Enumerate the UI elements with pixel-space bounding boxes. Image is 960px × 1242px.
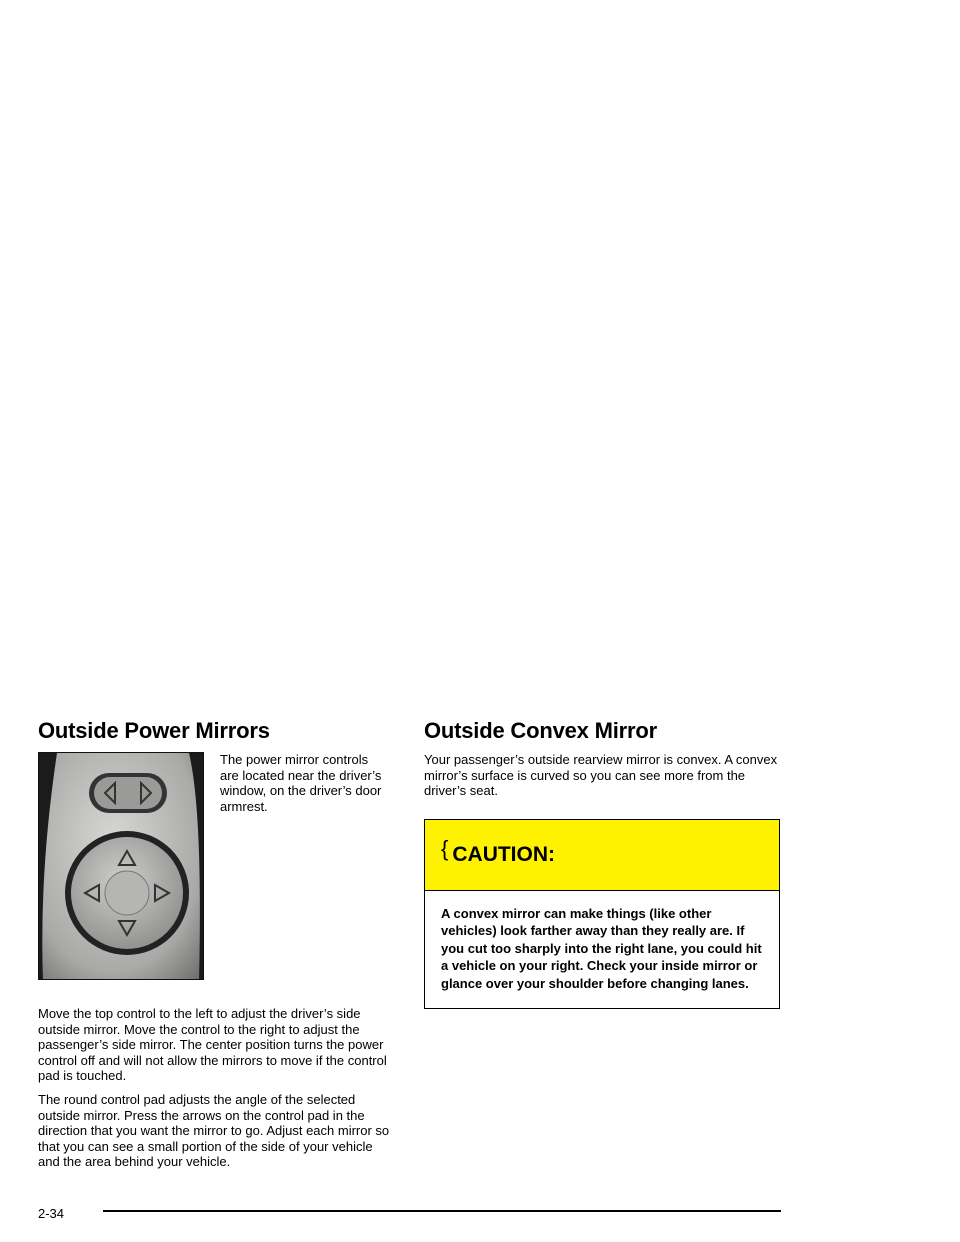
caution-triangle-icon: { xyxy=(441,835,449,861)
caution-body xyxy=(425,891,779,1009)
section-heading-convex-mirror: Outside Convex Mirror xyxy=(424,718,657,743)
convex-mirror-intro: Your passenger’s outside rearview mirror is convex. A convex mirror’s surface is curved so you can see more from the driver’s seat. xyxy=(424,752,778,799)
paragraph: Move the top control to the left to adjust the driver’s side outside mirror. Move the control to the right to adjust the passenger’s side mirror. The center position turns the power control off and will not allow the mirrors to move if the control pad is touched. xyxy=(38,1006,387,1084)
intro-row xyxy=(38,752,390,980)
mirror-control-photo xyxy=(38,752,204,980)
caution-title: CAUTION: xyxy=(452,842,556,866)
left-body xyxy=(38,1006,390,1170)
page-number: 2-34 xyxy=(38,1206,65,1221)
right-column xyxy=(424,718,782,1009)
power-mirror-intro: The power mirror controls are located near the driver’s window, on the driver’s door armrest. xyxy=(220,752,382,814)
section-heading-power-mirrors: Outside Power Mirrors xyxy=(38,718,270,743)
footer-rule xyxy=(103,1210,781,1212)
caution-text: A convex mirror can make things (like other vehicles) look farther away than they really are. If you cut too sharply into the right lane, you could hit a vehicle on your right. Check your inside mirror or glance over your shoulder before changing lanes. xyxy=(441,905,762,991)
paragraph: The round control pad adjusts the angle of the selected outside mirror. Press the arrows on the control pad in the direction that you want the mirror to go. Adjust each mirror so that you can see a small portion of the side of your vehicle and the area behind your vehicle. xyxy=(38,1091,390,1170)
left-column xyxy=(38,718,390,1170)
caution-header xyxy=(425,820,779,891)
caution-box xyxy=(424,819,780,1010)
